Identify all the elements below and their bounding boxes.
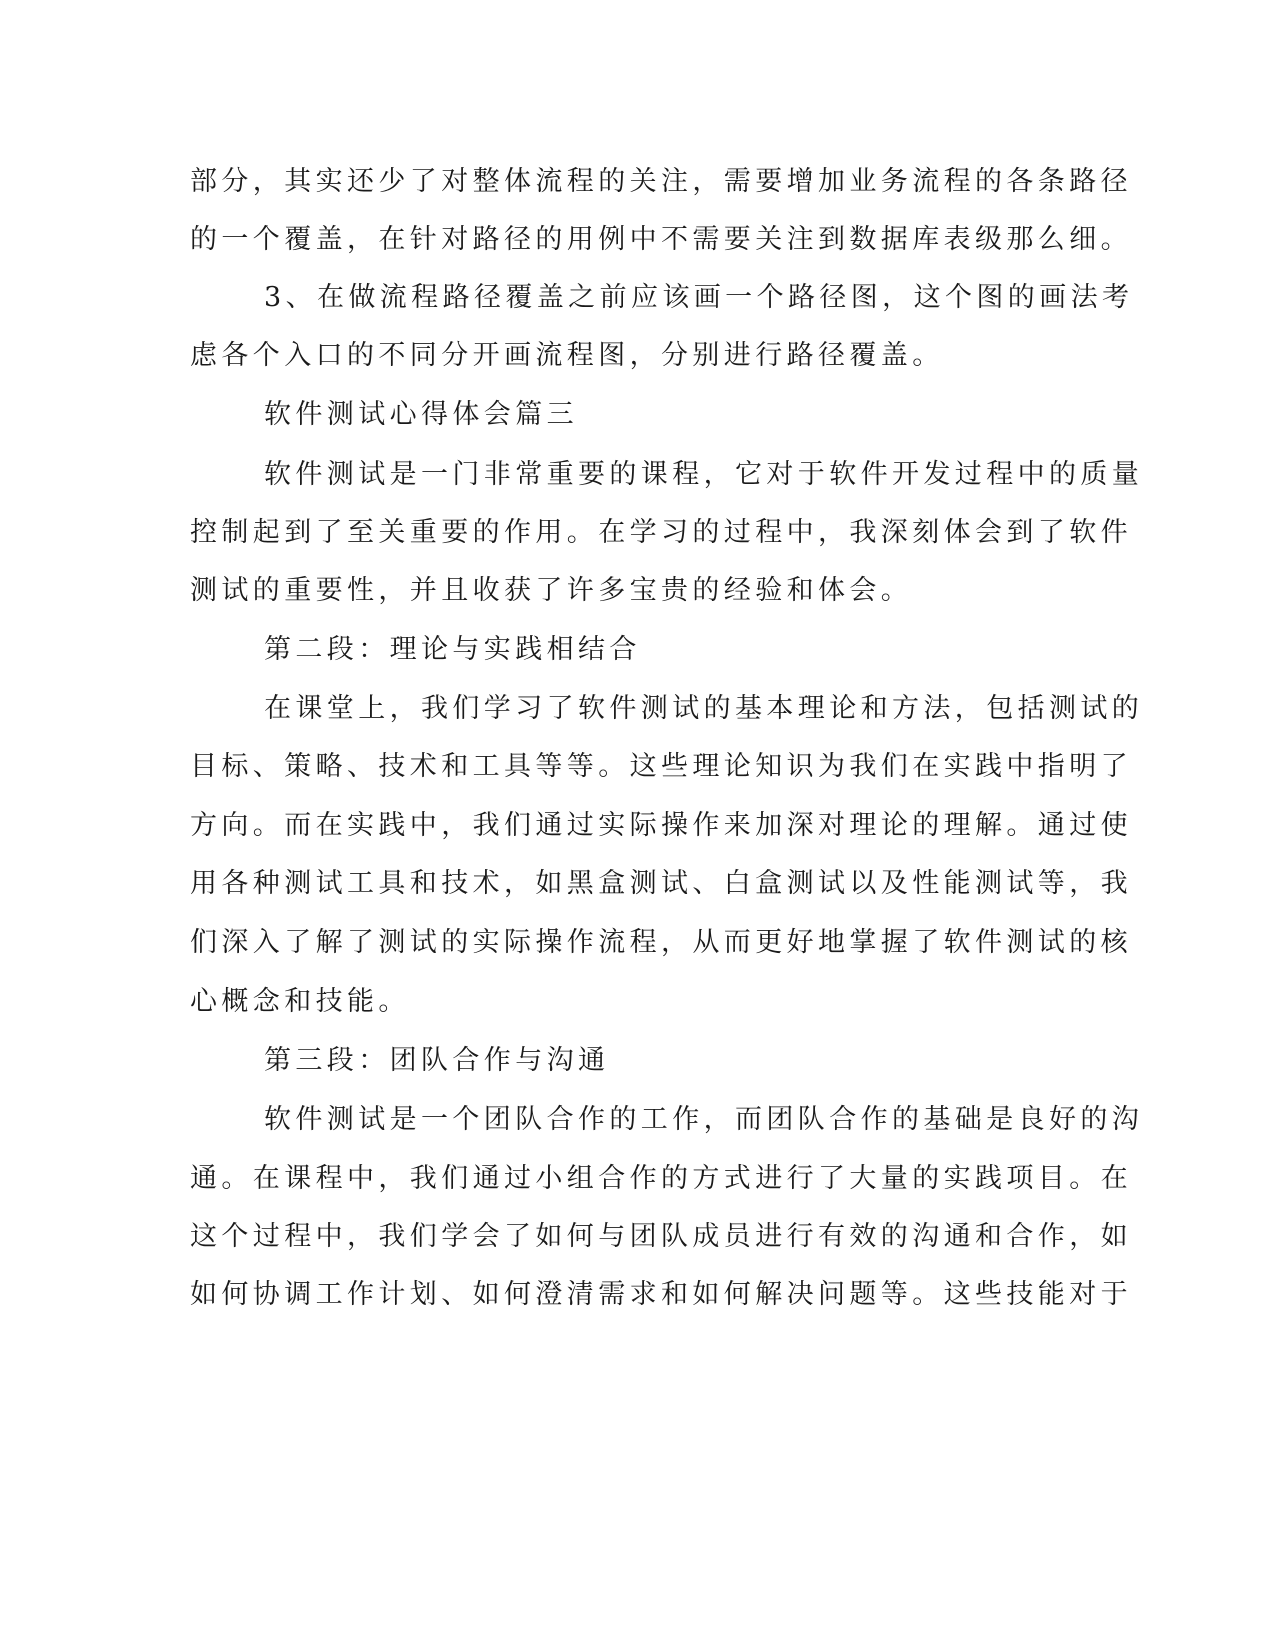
paragraph-line: 软件测试是一门非常重要的课程，它对于软件开发过程中的质量 xyxy=(264,459,1144,490)
paragraph-line: 软件测试是一个团队合作的工作，而团队合作的基础是良好的沟 xyxy=(264,1104,1144,1135)
paragraph-line: 如何协调工作计划、如何澄清需求和如何解决问题等。这些技能对于 xyxy=(190,1279,1132,1310)
section-heading: 第三段：团队合作与沟通 xyxy=(264,1045,610,1076)
paragraph-line: 这个过程中，我们学会了如何与团队成员进行有效的沟通和合作，如 xyxy=(190,1221,1132,1252)
paragraph-line: 测试的重要性，并且收获了许多宝贵的经验和体会。 xyxy=(190,575,913,606)
paragraph-line: 在课堂上，我们学习了软件测试的基本理论和方法，包括测试的 xyxy=(264,693,1144,724)
paragraph-line: 通。在课程中，我们通过小组合作的方式进行了大量的实践项目。在 xyxy=(190,1163,1132,1194)
paragraph-line: 3、在做流程路径覆盖之前应该画一个路径图，这个图的画法考 xyxy=(264,282,1134,313)
paragraph-line: 方向。而在实践中，我们通过实际操作来加深对理论的理解。通过使 xyxy=(190,810,1132,841)
section-heading: 第二段：理论与实践相结合 xyxy=(264,634,641,665)
paragraph-line: 虑各个入口的不同分开画流程图，分别进行路径覆盖。 xyxy=(190,340,944,371)
paragraph-line: 部分，其实还少了对整体流程的关注，需要增加业务流程的各条路径 xyxy=(190,166,1132,197)
paragraph-line: 们深入了解了测试的实际操作流程，从而更好地掌握了软件测试的核 xyxy=(190,927,1132,958)
paragraph-line: 控制起到了至关重要的作用。在学习的过程中，我深刻体会到了软件 xyxy=(190,517,1132,548)
paragraph-line: 的一个覆盖，在针对路径的用例中不需要关注到数据库表级那么细。 xyxy=(190,224,1132,255)
paragraph-line: 心概念和技能。 xyxy=(190,986,410,1017)
section-heading: 软件测试心得体会篇三 xyxy=(264,399,578,430)
paragraph-line: 用各种测试工具和技术，如黑盒测试、白盒测试以及性能测试等，我 xyxy=(190,868,1132,899)
paragraph-line: 目标、策略、技术和工具等等。这些理论知识为我们在实践中指明了 xyxy=(190,751,1132,782)
